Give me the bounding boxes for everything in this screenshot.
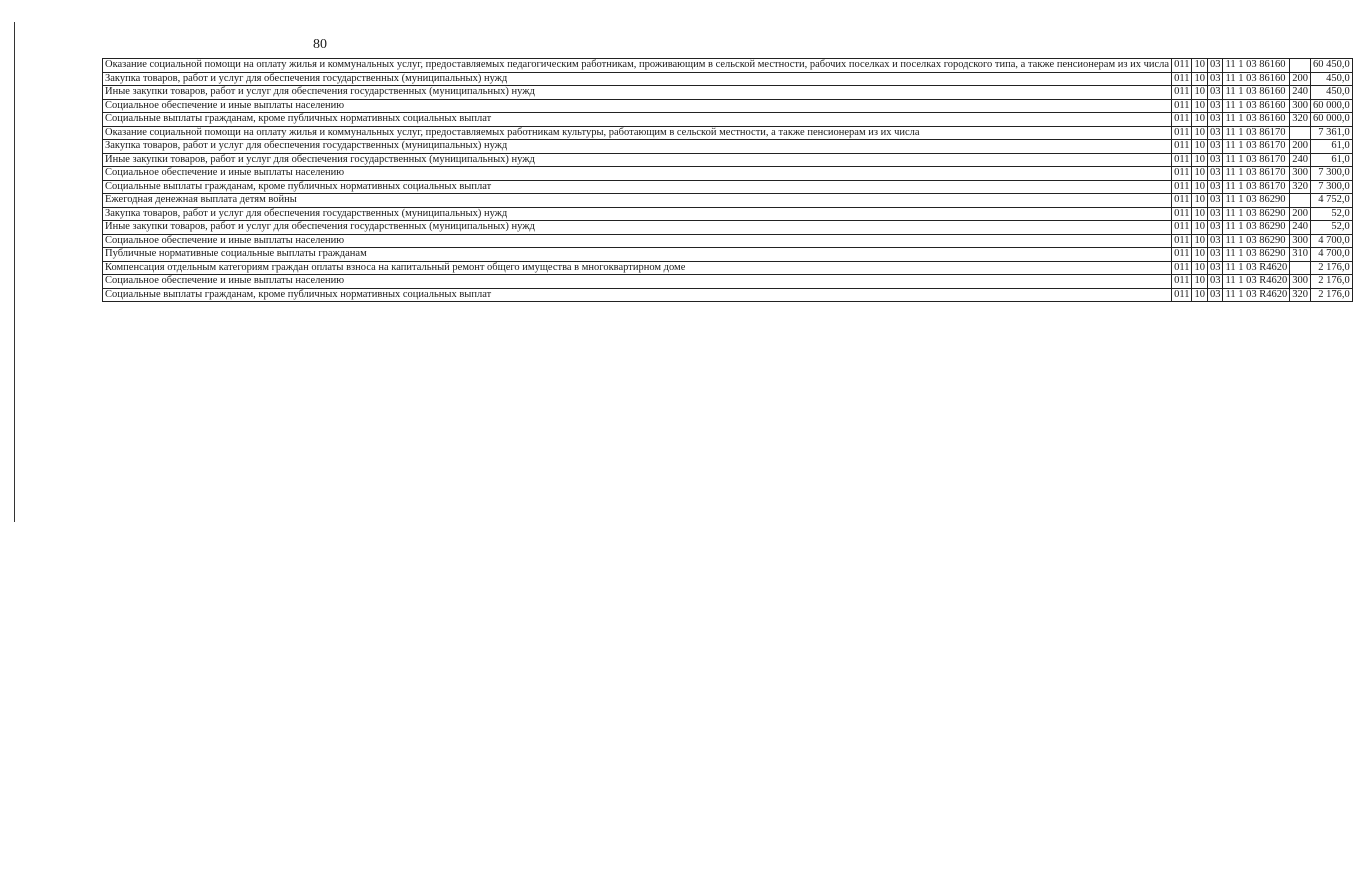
row-subsection-code: 03: [1207, 275, 1223, 289]
row-admin-code: 011: [1172, 140, 1192, 154]
table-row: [103, 180, 1353, 194]
row-target-code: 11 1 03 86170: [1223, 140, 1290, 154]
row-amount: 4 752,0: [1310, 194, 1352, 208]
row-name: Оказание социальной помощи на оплату жилья и коммунальных услуг, предоставляемых педагогическим работникам, проживающим в сельской местности, рабочих поселках и поселках городского типа, а также пенсионерам из их числа: [103, 59, 1172, 73]
table-row: [103, 153, 1353, 167]
table-row: [103, 140, 1353, 154]
table-row: [103, 234, 1353, 248]
row-section-code: 10: [1192, 99, 1208, 113]
table-row: [103, 194, 1353, 208]
row-target-code: 11 1 03 86160: [1223, 72, 1290, 86]
row-subsection-code: 03: [1207, 99, 1223, 113]
row-section-code: 10: [1192, 180, 1208, 194]
row-expense-type-code: 240: [1290, 153, 1311, 167]
row-name: Социальное обеспечение и иные выплаты населению: [103, 99, 1172, 113]
row-section-code: 10: [1192, 59, 1208, 73]
row-name: Социальное обеспечение и иные выплаты населению: [103, 234, 1172, 248]
row-amount: 2 176,0: [1310, 288, 1352, 302]
row-amount: 7 300,0: [1310, 180, 1352, 194]
row-subsection-code: 03: [1207, 167, 1223, 181]
row-section-code: 10: [1192, 221, 1208, 235]
row-name: Иные закупки товаров, работ и услуг для обеспечения государственных (муниципальных) нужд: [103, 86, 1172, 100]
row-target-code: 11 1 03 86290: [1223, 194, 1290, 208]
table-row: [103, 86, 1353, 100]
row-expense-type-code: 300: [1290, 167, 1311, 181]
row-admin-code: 011: [1172, 167, 1192, 181]
row-admin-code: 011: [1172, 275, 1192, 289]
row-amount: 60 000,0: [1310, 99, 1352, 113]
row-amount: 61,0: [1310, 140, 1352, 154]
row-section-code: 10: [1192, 288, 1208, 302]
row-target-code: 11 1 03 86170: [1223, 126, 1290, 140]
table-row: [103, 248, 1353, 262]
row-subsection-code: 03: [1207, 248, 1223, 262]
row-expense-type-code: 300: [1290, 99, 1311, 113]
row-admin-code: 011: [1172, 248, 1192, 262]
row-name: Ежегодная денежная выплата детям войны: [103, 194, 1172, 208]
row-section-code: 10: [1192, 113, 1208, 127]
row-expense-type-code: [1290, 59, 1311, 73]
row-amount: 4 700,0: [1310, 234, 1352, 248]
row-expense-type-code: 300: [1290, 275, 1311, 289]
row-admin-code: 011: [1172, 207, 1192, 221]
table-row: [103, 288, 1353, 302]
row-target-code: 11 1 03 86160: [1223, 113, 1290, 127]
row-target-code: 11 1 03 86290: [1223, 207, 1290, 221]
row-expense-type-code: [1290, 194, 1311, 208]
row-amount: 61,0: [1310, 153, 1352, 167]
row-target-code: 11 1 03 86160: [1223, 59, 1290, 73]
row-target-code: 11 1 03 86170: [1223, 167, 1290, 181]
row-amount: 52,0: [1310, 207, 1352, 221]
row-section-code: 10: [1192, 261, 1208, 275]
row-target-code: 11 1 03 86170: [1223, 180, 1290, 194]
row-amount: 7 300,0: [1310, 167, 1352, 181]
table-row: [103, 167, 1353, 181]
row-name: Иные закупки товаров, работ и услуг для обеспечения государственных (муниципальных) нужд: [103, 153, 1172, 167]
row-target-code: 11 1 03 R4620: [1223, 275, 1290, 289]
row-expense-type-code: 320: [1290, 113, 1311, 127]
row-name: Компенсация отдельным категориям граждан оплаты взноса на капитальный ремонт общего имущества в многоквартирном доме: [103, 261, 1172, 275]
budget-table: [102, 58, 1353, 302]
row-subsection-code: 03: [1207, 234, 1223, 248]
row-name: Публичные нормативные социальные выплаты гражданам: [103, 248, 1172, 262]
row-target-code: 11 1 03 86160: [1223, 99, 1290, 113]
left-margin-line: [14, 22, 15, 522]
row-expense-type-code: 200: [1290, 207, 1311, 221]
row-subsection-code: 03: [1207, 113, 1223, 127]
row-subsection-code: 03: [1207, 221, 1223, 235]
row-section-code: 10: [1192, 248, 1208, 262]
row-name: Социальные выплаты гражданам, кроме публичных нормативных социальных выплат: [103, 113, 1172, 127]
row-subsection-code: 03: [1207, 59, 1223, 73]
table-row: [103, 99, 1353, 113]
row-admin-code: 011: [1172, 99, 1192, 113]
row-target-code: 11 1 03 86290: [1223, 234, 1290, 248]
table-row: [103, 261, 1353, 275]
row-subsection-code: 03: [1207, 194, 1223, 208]
row-expense-type-code: [1290, 261, 1311, 275]
row-amount: 2 176,0: [1310, 275, 1352, 289]
row-admin-code: 011: [1172, 288, 1192, 302]
row-section-code: 10: [1192, 275, 1208, 289]
table-row: [103, 221, 1353, 235]
row-target-code: 11 1 03 86160: [1223, 86, 1290, 100]
row-admin-code: 011: [1172, 59, 1192, 73]
row-section-code: 10: [1192, 207, 1208, 221]
row-amount: 7 361,0: [1310, 126, 1352, 140]
row-section-code: 10: [1192, 86, 1208, 100]
row-admin-code: 011: [1172, 194, 1192, 208]
table-row: [103, 126, 1353, 140]
row-name: Закупка товаров, работ и услуг для обеспечения государственных (муниципальных) нужд: [103, 140, 1172, 154]
row-admin-code: 011: [1172, 113, 1192, 127]
row-section-code: 10: [1192, 126, 1208, 140]
row-expense-type-code: 240: [1290, 86, 1311, 100]
row-target-code: 11 1 03 86290: [1223, 221, 1290, 235]
row-subsection-code: 03: [1207, 153, 1223, 167]
table-row: [103, 72, 1353, 86]
row-target-code: 11 1 03 86290: [1223, 248, 1290, 262]
row-amount: 2 176,0: [1310, 261, 1352, 275]
row-admin-code: 011: [1172, 234, 1192, 248]
row-name: Иные закупки товаров, работ и услуг для обеспечения государственных (муниципальных) нужд: [103, 221, 1172, 235]
row-subsection-code: 03: [1207, 72, 1223, 86]
row-expense-type-code: 320: [1290, 180, 1311, 194]
row-amount: 52,0: [1310, 221, 1352, 235]
row-admin-code: 011: [1172, 221, 1192, 235]
row-subsection-code: 03: [1207, 86, 1223, 100]
row-admin-code: 011: [1172, 86, 1192, 100]
row-section-code: 10: [1192, 140, 1208, 154]
row-name: Оказание социальной помощи на оплату жилья и коммунальных услуг, предоставляемых работникам культуры, работающим в сельской местности, а также пенсионерам из их числа: [103, 126, 1172, 140]
row-name: Социальное обеспечение и иные выплаты населению: [103, 275, 1172, 289]
table-row: [103, 275, 1353, 289]
row-expense-type-code: [1290, 126, 1311, 140]
row-subsection-code: 03: [1207, 180, 1223, 194]
row-name: Социальное обеспечение и иные выплаты населению: [103, 167, 1172, 181]
row-section-code: 10: [1192, 72, 1208, 86]
row-admin-code: 011: [1172, 72, 1192, 86]
page-number: 80: [313, 37, 327, 52]
row-admin-code: 011: [1172, 126, 1192, 140]
row-expense-type-code: 320: [1290, 288, 1311, 302]
row-amount: 4 700,0: [1310, 248, 1352, 262]
row-amount: 60 000,0: [1310, 113, 1352, 127]
row-expense-type-code: 300: [1290, 234, 1311, 248]
row-section-code: 10: [1192, 153, 1208, 167]
table-row: [103, 207, 1353, 221]
row-target-code: 11 1 03 R4620: [1223, 288, 1290, 302]
row-amount: 450,0: [1310, 72, 1352, 86]
table-row: [103, 59, 1353, 73]
row-name: Закупка товаров, работ и услуг для обеспечения государственных (муниципальных) нужд: [103, 207, 1172, 221]
row-name: Социальные выплаты гражданам, кроме публичных нормативных социальных выплат: [103, 180, 1172, 194]
row-subsection-code: 03: [1207, 288, 1223, 302]
row-admin-code: 011: [1172, 261, 1192, 275]
row-section-code: 10: [1192, 194, 1208, 208]
row-subsection-code: 03: [1207, 140, 1223, 154]
row-subsection-code: 03: [1207, 126, 1223, 140]
row-amount: 450,0: [1310, 86, 1352, 100]
row-expense-type-code: 310: [1290, 248, 1311, 262]
row-expense-type-code: 240: [1290, 221, 1311, 235]
row-subsection-code: 03: [1207, 207, 1223, 221]
table-row: [103, 113, 1353, 127]
row-target-code: 11 1 03 86170: [1223, 153, 1290, 167]
row-section-code: 10: [1192, 167, 1208, 181]
row-amount: 60 450,0: [1310, 59, 1352, 73]
row-section-code: 10: [1192, 234, 1208, 248]
row-expense-type-code: 200: [1290, 72, 1311, 86]
row-admin-code: 011: [1172, 180, 1192, 194]
row-admin-code: 011: [1172, 153, 1192, 167]
row-subsection-code: 03: [1207, 261, 1223, 275]
row-name: Закупка товаров, работ и услуг для обеспечения государственных (муниципальных) нужд: [103, 72, 1172, 86]
row-name: Социальные выплаты гражданам, кроме публичных нормативных социальных выплат: [103, 288, 1172, 302]
row-expense-type-code: 200: [1290, 140, 1311, 154]
row-target-code: 11 1 03 R4620: [1223, 261, 1290, 275]
